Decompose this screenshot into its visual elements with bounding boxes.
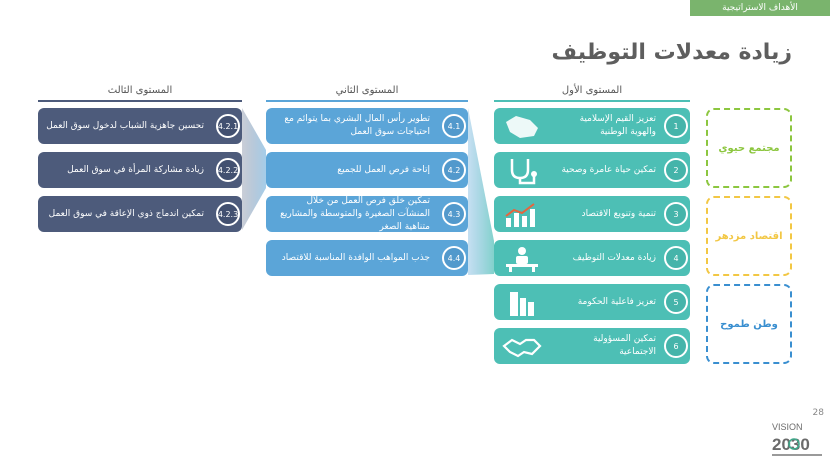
level1-number: 1 (664, 114, 688, 138)
growth-chart-icon (500, 200, 544, 230)
level3-header: المستوى الثالث (107, 85, 173, 96)
level1-number: 4 (664, 246, 688, 270)
level1-label: تعزيز فاعلية الحكومة (577, 296, 656, 307)
level1-label: تمكين المسؤولية الاجتماعية (593, 334, 656, 357)
level2-label: تطوير رأس المال البشري بما يتوائم مع احتياجات سوق العمل (284, 114, 430, 137)
level1-label: تنمية وتنويع الاقتصاد (581, 208, 656, 219)
level2-item-4-1[interactable] (266, 108, 468, 144)
level3-label: تمكين اندماج ذوي الإعاقة في سوق العمل (48, 208, 204, 219)
page-number: 28 (812, 408, 824, 418)
level1-number: 2 (664, 158, 688, 182)
level1-number: 5 (664, 290, 688, 314)
employee-desk-icon (500, 244, 544, 274)
group-ambitious-nation: وطن طموح (706, 284, 792, 364)
group-thriving-economy: اقتصاد مزدهر (706, 196, 792, 276)
level2-item-4-2[interactable] (266, 152, 468, 188)
level1-label: تمكين حياة عامرة وصحية (561, 164, 656, 175)
level1-item-3[interactable] (494, 196, 690, 232)
level2-item-4-3[interactable] (266, 196, 468, 232)
level1-number: 3 (664, 202, 688, 226)
level2-header: المستوى الثاني (335, 85, 399, 96)
level1-header: المستوى الأول (561, 85, 623, 96)
level1-label: زيادة معدلات التوظيف (572, 252, 656, 263)
level3-label: تحسين جاهزية الشباب لدخول سوق العمل (46, 120, 204, 131)
beam-level1-to-level2 (468, 108, 494, 275)
level1-item-4[interactable] (494, 240, 690, 276)
level3-label: زيادة مشاركة المرأة في سوق العمل (67, 164, 204, 175)
level2-number: 4.3 (442, 202, 466, 226)
level1-item-6[interactable] (494, 328, 690, 364)
level2-label: إتاحة فرص العمل للجميع (337, 164, 430, 175)
level1-item-2[interactable] (494, 152, 690, 188)
level3-item-4-2-3[interactable] (38, 196, 242, 232)
page-title: زيادة معدلات التوظيف (551, 40, 792, 65)
level3-number: 4.2.1 (216, 114, 240, 138)
level2-number: 4.4 (442, 246, 466, 270)
handshake-icon (500, 332, 544, 362)
beam-level2-to-level3 (242, 108, 266, 230)
level2-label: جذب المواهب الوافدة المناسبة للاقتصاد (281, 252, 430, 263)
section-ribbon: الأهداف الاستراتيجية (690, 0, 830, 16)
level1-label: تعزيز القيم الإسلامية والهوية الوطنية (579, 114, 656, 137)
group-vibrant-society: مجتمع حيوي (706, 108, 792, 188)
level2-item-4-4[interactable] (266, 240, 468, 276)
government-building-icon (500, 288, 544, 318)
level3-item-4-2-1[interactable] (38, 108, 242, 144)
level1-item-1[interactable] (494, 108, 690, 144)
level2-label: تمكين خلق فرص العمل من خلال المنشآت الصغيرة والمتوسطة والمشاريع متناهية الصغر (280, 195, 430, 232)
level2-number: 4.2 (442, 158, 466, 182)
level3-number: 4.2.2 (216, 158, 240, 182)
saudi-map-icon (500, 112, 544, 142)
stethoscope-icon (500, 156, 544, 186)
level3-item-4-2-2[interactable] (38, 152, 242, 188)
svg-text:VISION: VISION (772, 422, 803, 432)
level2-number: 4.1 (442, 114, 466, 138)
svg-text:2030: 2030 (772, 435, 810, 454)
level1-number: 6 (664, 334, 688, 358)
level1-item-5[interactable] (494, 284, 690, 320)
vision-2030-logo (770, 420, 826, 460)
level3-number: 4.2.3 (216, 202, 240, 226)
